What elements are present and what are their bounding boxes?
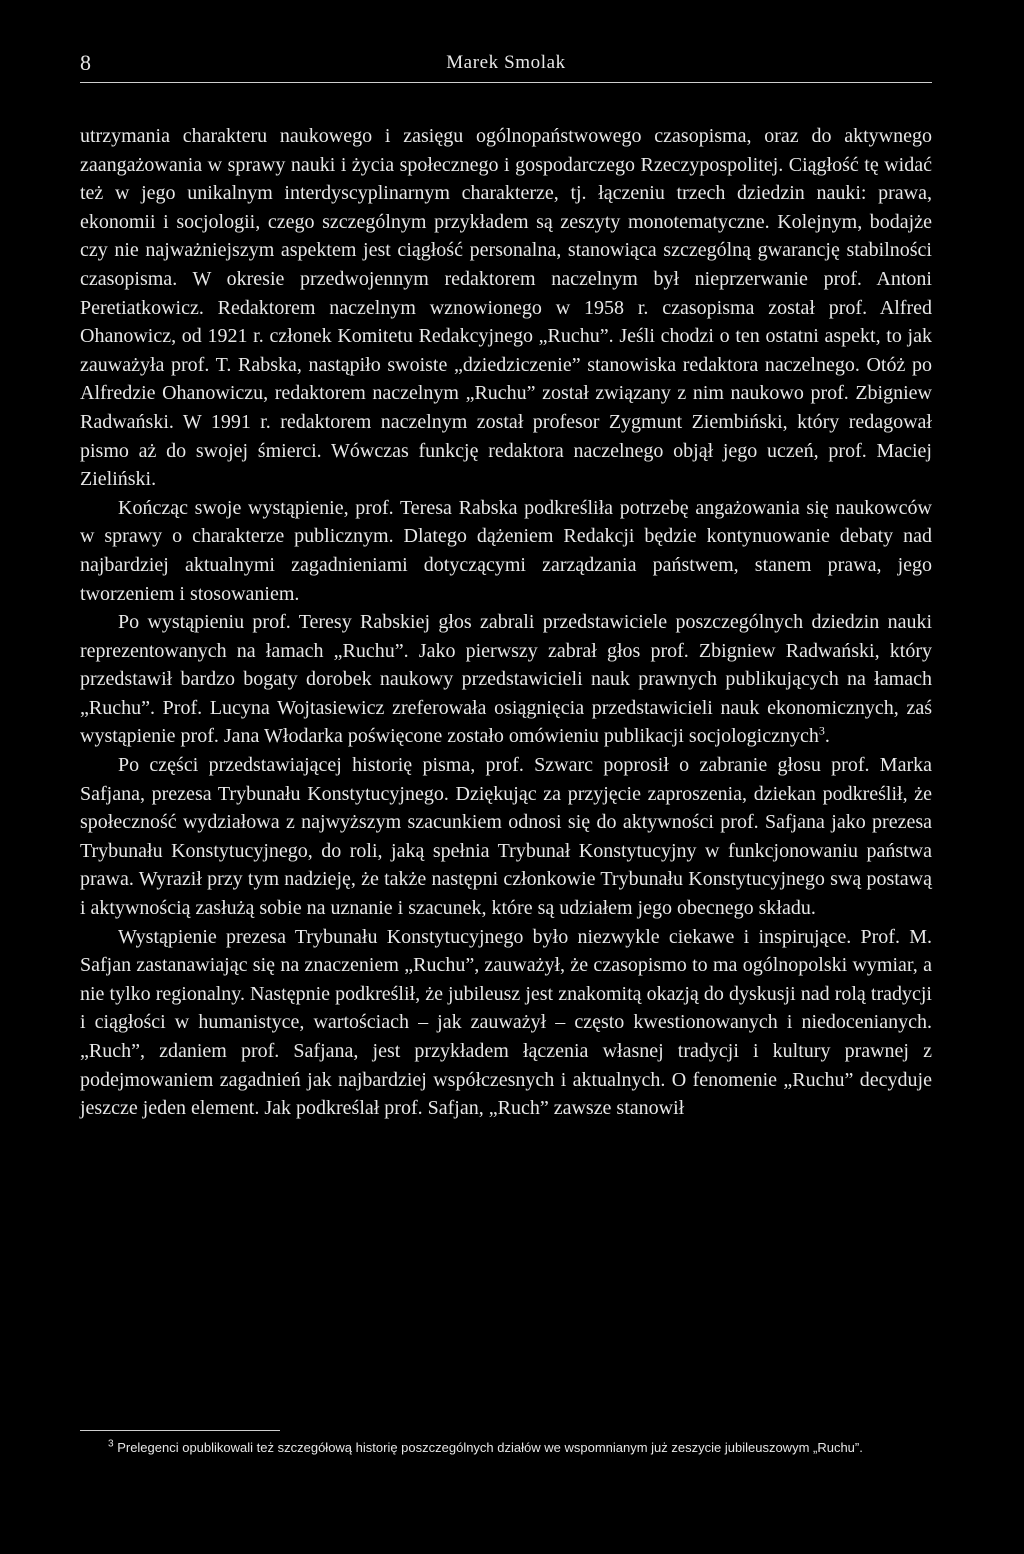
- body-text: [80, 122, 932, 1123]
- page-number: 8: [80, 50, 91, 75]
- footnote-reference-period: .: [824, 725, 830, 748]
- paragraph-3-text: Po wystąpieniu prof. Teresy Rabskiej głos zabrali przedstawiciele poszczególnych dziedzin nauki reprezentowanych na łamach „Ruchu”. Jako pierwszy zabrał głos prof. Zbigniew Radwański, który przedstawił bardzo bogaty dorobek naukowy przedstawicieli nauk prawnych publikujących na łamach „Ruchu”. Prof. Lucyna Wojtasiewicz zreferowała osiągnięcia przedstawicieli nauk ekonomicznych, zaś wystąpienie prof. Jana Włodarka poświęcone zostało omówieniu publikacji socjologicznych: [80, 611, 932, 748]
- footnote: [80, 1438, 932, 1457]
- footnote-rule: [80, 1430, 280, 1431]
- paragraph-5: Wystąpienie prezesa Trybunału Konstytucyjnego było niezwykle ciekawe i inspirujące. Prof. M. Safjan zastanawiając się na znaczeniem „Ruchu”, zauważył, że czasopismo to ma ogólnopolski wymiar, a nie tylko regionalny. Następnie podkreślił, że jubileusz jest znakomitą okazją do dyskusji nad rolą tradycji i ciągłości w humanistyce, wartościach – jak zauważył – często kwestionowanych i niedocenianych. „Ruch”, zdaniem prof. Safjana, jest przykładem łączenia własnej tradycji i kultury prawnej z podejmowaniem zagadnień jak najbardziej współczesnych i aktualnych. O fenomenie „Ruchu” decyduje jeszcze jeden element. Jak podkreślał prof. Safjan, „Ruch” zawsze stanowił: [80, 925, 932, 1120]
- running-head-author: Marek Smolak: [446, 52, 566, 73]
- paragraph-2: Kończąc swoje wystąpienie, prof. Teresa Rabska podkreśliła potrzebę angażowania się naukowców w sprawy o charakterze publicznym. Dlatego dążeniem Redakcji będzie kontynuowanie debaty nad najbardziej aktualnymi zagadnieniami dotyczącymi zarządzania państwem, stanem prawa, jego tworzeniem i stosowaniem.: [80, 496, 932, 605]
- footnote-mark: 3: [108, 1438, 114, 1450]
- paragraph-3: [80, 608, 932, 751]
- paragraph-4: Po części przedstawiającej historię pisma, prof. Szwarc poprosił o zabranie głosu prof. Marka Safjana, prezesa Trybunału Konstytucyjnego. Dziękując za przyjęcie zaproszenia, dziekan podkreślił, że społeczność wydziałowa z najwyższym szacunkiem odnosi się do aktywności prof. Safjana jako prezesa Trybunału Konstytucyjnego, do roli, jaką spełnia Trybunał Konstytucyjny w funkcjonowaniu państwa prawa. Wyraził przy tym nadzieję, że także następni członkowie Trybunału Konstytucyjnego swą postawą i aktywnością zasłużą sobie na uznanie i szacunek, które są udziałem jego obecnego składu.: [80, 754, 932, 920]
- page-header: [80, 48, 932, 82]
- paragraph-1: utrzymania charakteru naukowego i zasięgu ogólnopaństwowego czasopisma, oraz do aktywnego zaangażowania w sprawy nauki i życia społecznego i gospodarczego Rzeczypospolitej. Ciągłość tę widać też w jego unikalnym interdyscyplinarnym charakterze, tj. łączeniu trzech dziedzin nauki: prawa, ekonomii i socjologii, czego szczególnym przykładem są zeszyty monotematyczne. Kolejnym, bodajże czy nie najważniejszym aspektem jest ciągłość personalna, stanowiąca szczególną gwarancję stabilności czasopisma. W okresie przedwojennym redaktorem naczelnym był nieprzerwanie prof. Antoni Peretiatkowicz. Redaktorem naczelnym wznowionego w 1958 r. czasopisma został prof. Alfred Ohanowicz, od 1921 r. członek Komitetu Redakcyjnego „Ruchu”. Jeśli chodzi o ten ostatni aspekt, to jak zauważyła prof. T. Rabska, nastąpiło swoiste „dziedziczenie” stanowiska redaktora naczelnego. Otóż po Alfredzie Ohanowiczu, redaktorem naczelnym „Ruchu” został związany z nim naukowo prof. Zbigniew Radwański. W 1991 r. redaktorem naczelnym został profesor Zygmunt Ziembiński, który redagował pismo aż do swojej śmierci. Wówczas funkcję redaktora naczelnego objął jego uczeń, prof. Maciej Zieliński.: [80, 125, 932, 491]
- header-rule: [80, 82, 932, 83]
- footnote-text: Prelegenci opublikowali też szczegółową historię poszczególnych działów we wspomnianym już zeszycie jubileuszowym „Ruchu”.: [117, 1440, 863, 1455]
- footnote-reference[interactable]: 3: [818, 723, 825, 738]
